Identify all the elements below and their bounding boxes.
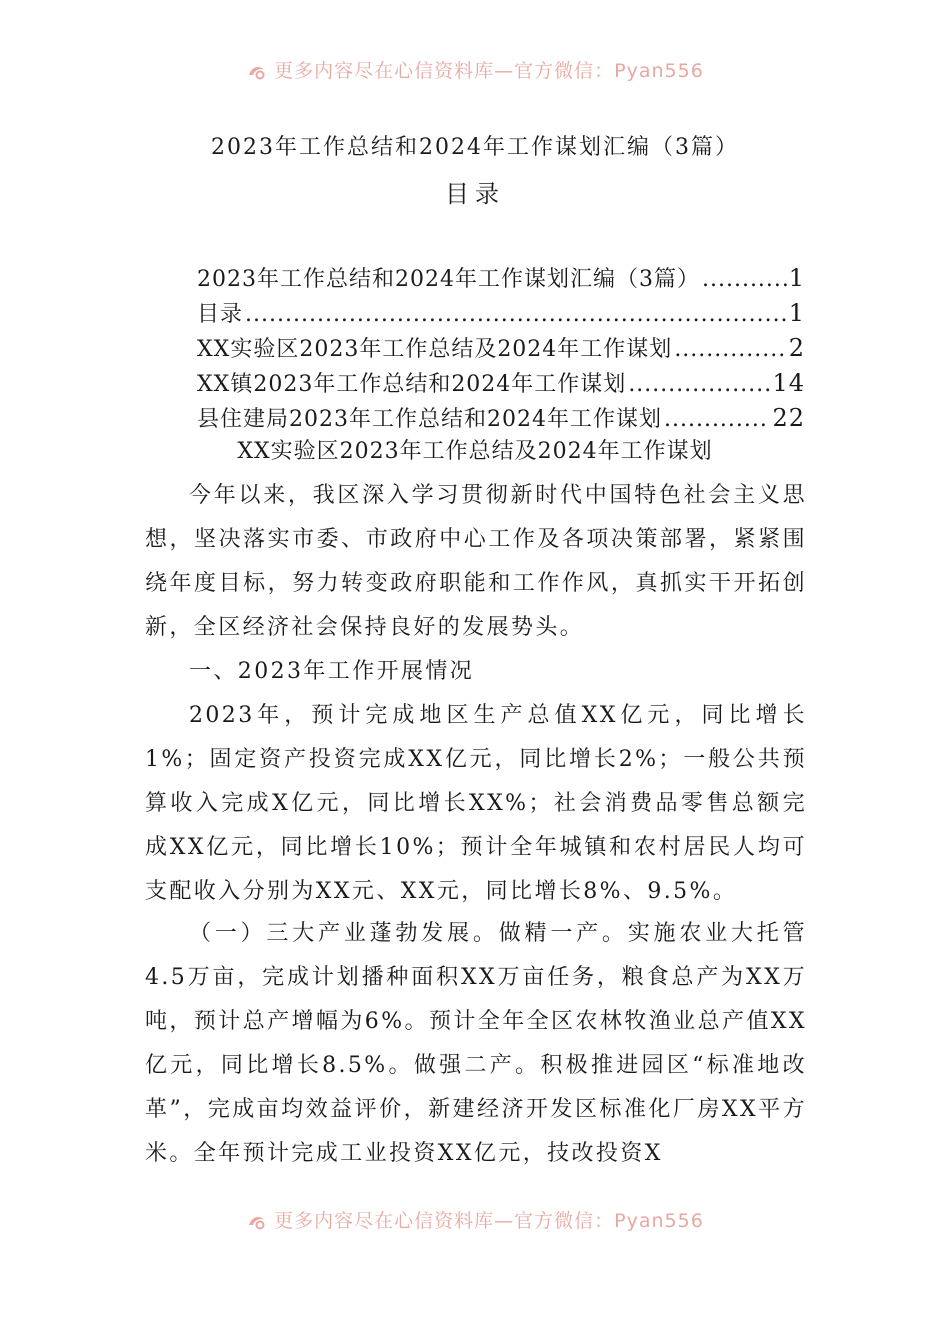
watermark-text: 更多内容尽在心信资料库—官方微信：Pyan556	[274, 60, 704, 82]
toc-entry[interactable]	[197, 332, 805, 367]
watermark-logo-icon	[246, 63, 268, 81]
toc-leader-dots	[628, 372, 770, 397]
intro-paragraph: 今年以来，我区深入学习贯彻新时代中国特色社会主义思想，坚决落实市委、市政府中心工作及各项决策部署，紧紧围绕年度目标，努力转变政府职能和工作作风，真抓实干开拓创新，全区经济社会保持良好的发展势头。	[145, 483, 807, 640]
toc-entry-page: 1	[788, 299, 805, 327]
toc-entry-label: 2023年工作总结和2024年工作谋划汇编（3篇）	[197, 267, 700, 292]
watermark-logo-icon	[246, 1213, 268, 1231]
section-title: XX实验区2023年工作总结及2024年工作谋划	[237, 439, 713, 464]
watermark-text: 更多内容尽在心信资料库—官方微信：Pyan556	[274, 1210, 704, 1232]
toc-entry-page: 22	[772, 404, 805, 432]
toc-entry-page: 1	[788, 264, 805, 292]
toc-entry-label: XX镇2023年工作总结和2024年工作谋划	[197, 372, 627, 397]
industry-paragraph: （一）三大产业蓬勃发展。做精一产。实施农业大托管4.5万亩，完成计划播种面积XX万亩任务，粮食总产为XX万吨，预计总产增幅为6%。预计全年全区农林牧渔业总产值XX亿元，同比增长8.5%。做强二产。积极推进园区“标准地改革”，完成亩均效益评价，新建经济开发区标准化厂房XX平方米。全年预计完成工业投资XX亿元，技改投资X	[145, 921, 807, 1166]
summary-paragraph: 2023年，预计完成地区生产总值XX亿元，同比增长1%；固定资产投资完成XX亿元，同比增长2%；一般公共预算收入完成X亿元，同比增长XX%；社会消费品零售总额完成XX亿元，同比增长10%；预计全年城镇和农村居民人均可支配收入分别为XX元、XX元，同比增长8%、9.5%。	[145, 703, 807, 904]
toc-entry-label: 目录	[197, 302, 244, 327]
toc-leader-dots	[702, 267, 787, 292]
section-heading-1: 一、2023年工作开展情况	[189, 659, 475, 684]
toc-entry-page: 14	[772, 369, 805, 397]
watermark-bottom	[0, 1208, 950, 1234]
toc-leader-dots	[664, 407, 770, 432]
toc-entry[interactable]	[197, 297, 805, 332]
toc-entry[interactable]	[197, 262, 805, 297]
toc-leader-dots	[245, 302, 787, 327]
toc-entry-label: 县住建局2023年工作总结和2024年工作谋划	[197, 407, 662, 432]
watermark-top	[0, 58, 950, 84]
toc-entry-page: 2	[788, 334, 805, 362]
document-title: 2023年工作总结和2024年工作谋划汇编（3篇）	[211, 135, 739, 160]
table-of-contents	[197, 262, 805, 437]
toc-leader-dots	[674, 337, 786, 362]
toc-entry[interactable]	[197, 367, 805, 402]
toc-entry-label: XX实验区2023年工作总结及2024年工作谋划	[197, 337, 673, 362]
toc-entry[interactable]	[197, 402, 805, 437]
toc-heading: 目录	[445, 180, 505, 208]
